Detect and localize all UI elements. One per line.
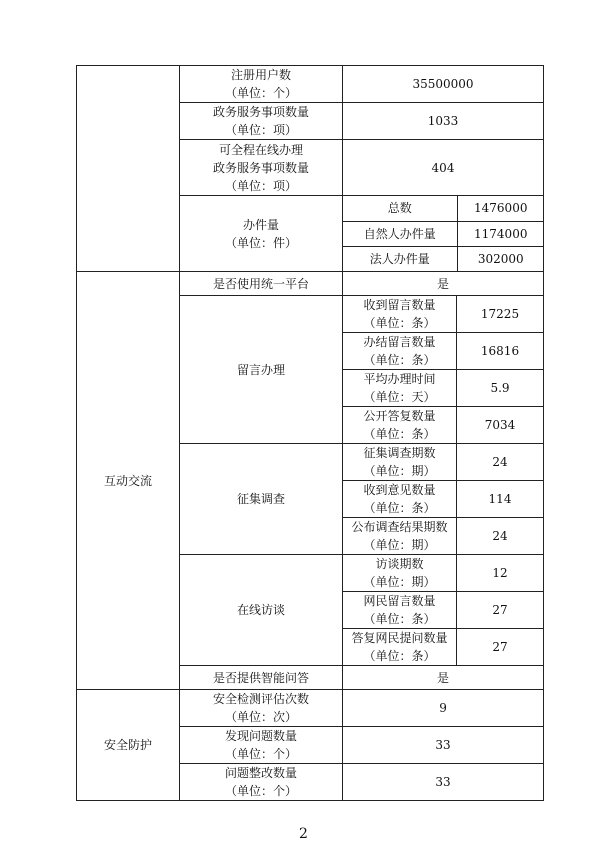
sub-group [343,196,544,272]
section-cell-empty [77,66,180,272]
item-label: 可全程在线办理 政务服务事项数量 （单位：项） [180,140,343,196]
sub-label: 自然人办件量 [343,221,457,246]
item-label: 发现问题数量 （单位：个） [180,727,343,764]
sub-label: 平均办理时间 （单位：天） [343,370,457,407]
sub-label: 公布调查结果期数 （单位：期） [343,518,457,555]
sub-value: 27 [457,592,544,629]
item-value: 是 [343,666,544,690]
group-label: 留言办理 [180,296,343,444]
sub-label: 答复网民提问数量 （单位：条） [343,629,457,666]
item-value: 404 [343,140,544,196]
sub-value: 5.9 [457,370,544,407]
item-label: 问题整改数量 （单位：个） [180,764,343,801]
sub-value: 24 [457,518,544,555]
item-label: 政务服务事项数量 （单位：项） [180,103,343,140]
sub-label: 征集调查期数 （单位：期） [343,444,457,481]
item-value: 是 [343,272,544,296]
item-value: 35500000 [343,66,544,103]
item-value: 9 [343,690,544,727]
item-label: 是否提供智能问答 [180,666,343,690]
sub-value: 17225 [457,296,544,333]
sub-label: 公开答复数量 （单位：条） [343,407,457,444]
item-label: 安全检测评估次数 （单位：次） [180,690,343,727]
statistics-table [76,65,544,801]
sub-value: 114 [457,481,544,518]
group-label: 征集调查 [180,444,343,555]
sub-label: 收到意见数量 （单位：条） [343,481,457,518]
sub-value: 24 [457,444,544,481]
item-value: 33 [343,764,544,801]
sub-value: 16816 [457,333,544,370]
sub-value: 302000 [477,251,524,266]
group-label: 在线访谈 [180,555,343,666]
sub-label: 法人办件量 [343,246,457,271]
section-label-interaction: 互动交流 [77,272,180,690]
page-number: 2 [299,826,308,842]
sub-value: 1476000 [457,196,544,221]
sub-value: 1174000 [457,221,544,246]
sub-value: 7034 [457,407,544,444]
item-value: 1033 [343,103,544,140]
item-value: 33 [343,727,544,764]
sub-label: 收到留言数量 （单位：条） [343,296,457,333]
sub-label: 总数 [343,196,457,221]
sub-table [343,196,544,271]
sub-label: 访谈期数 （单位：期） [343,555,457,592]
sub-value: 27 [457,629,544,666]
item-label: 是否使用统一平台 [180,272,343,296]
item-label: 办件量 （单位：件） [180,196,343,272]
section-label-security: 安全防护 [77,690,180,801]
item-label: 注册用户数 （单位：个） [180,66,343,103]
sub-label: 办结留言数量 （单位：条） [343,333,457,370]
sub-value: 12 [457,555,544,592]
sub-label: 网民留言数量 （单位：条） [343,592,457,629]
